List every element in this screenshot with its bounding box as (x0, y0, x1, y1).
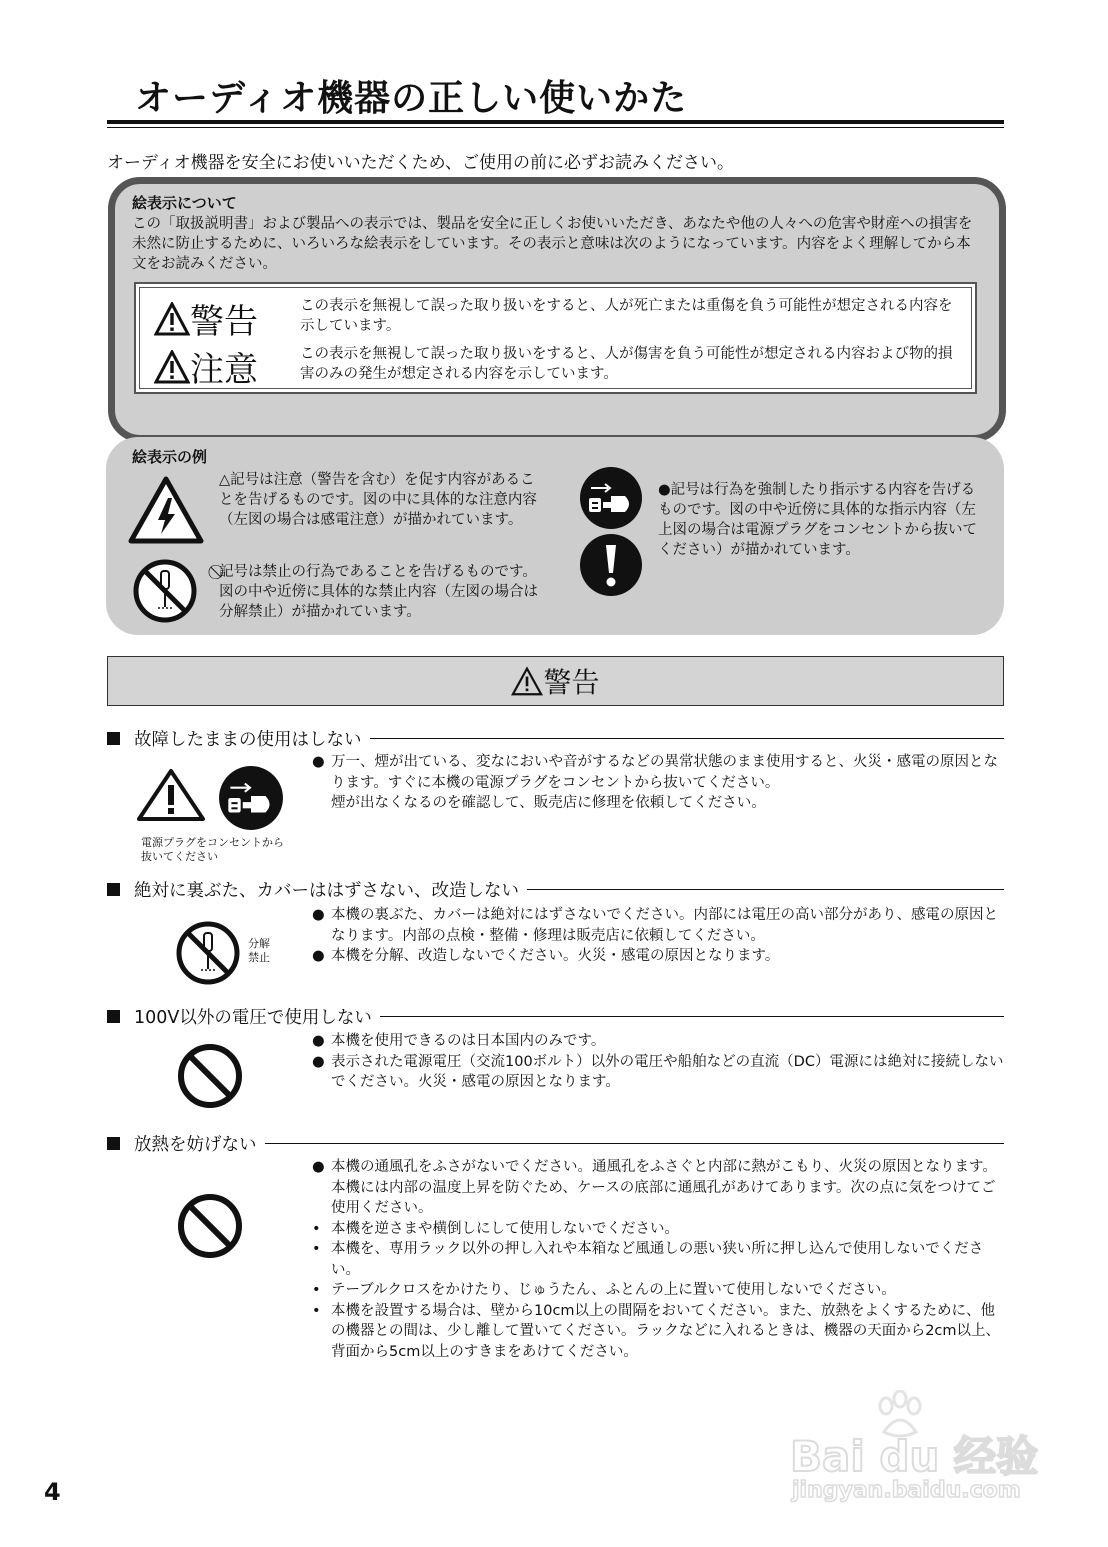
section-heading (107, 726, 1004, 751)
square-bullet-icon (107, 883, 120, 896)
heading-rule (370, 738, 1005, 739)
section-body (312, 905, 1004, 967)
disassembly-caption: 分解禁止 (248, 937, 270, 964)
section-heading (107, 1131, 1004, 1156)
warning-header-bar (107, 656, 1004, 706)
disassembly-prohibited-icon (175, 920, 241, 986)
prohibited-icon (176, 1042, 244, 1110)
examples-title: 絵表示の例 (132, 448, 208, 466)
paragraph: ● 表示された電源電圧（交流100ボルト）以外の電圧や船舶などの直流（DC）電源には絶対に接続しないでください。火災・感電の原因となります。 (312, 1053, 1004, 1090)
warning-triangle-icon (154, 302, 190, 336)
page-number: 4 (44, 1478, 61, 1506)
unplug-caption: 電源プラグをコンセントから抜いてください (141, 836, 284, 863)
prohibit-example-text: ⃠記号は禁止の行為であることを告げるものです。図の中や近傍に具体的な禁止内容（左図の場合は分解禁止）が描かれています。 (219, 564, 538, 620)
page-title: オーディオ機器の正しい使いかた (135, 78, 688, 119)
triangle-example-text: △記号は注意（警告を含む）を促す内容があることを告げるものです。図の中に具体的な注意内容（左図の場合は感電注意）が描かれています。 (219, 472, 537, 528)
section-heading (107, 877, 1004, 902)
baidu-watermark (790, 1390, 1040, 1510)
square-bullet-icon (107, 1010, 120, 1023)
disassembly-prohibited-icon (132, 558, 198, 624)
paragraph: ● 本機を使用できるのは日本国内のみです。 (312, 1033, 606, 1049)
caution-triangle-icon (136, 768, 206, 822)
section-body (312, 1157, 1004, 1362)
unplug-icon (579, 466, 643, 530)
watermark-url: jingyan.baidu.com (792, 1478, 1021, 1503)
signal-warning-word: 警告 (190, 302, 258, 342)
electric-shock-icon (128, 476, 204, 544)
paragraph: ● 本機を分解、改造しないでください。火災・感電の原因となります。 (312, 948, 780, 964)
section-heading-text: 100V以外の電圧で使用しない (134, 1008, 372, 1028)
paragraph: 本機には内部の温度上昇を防ぐため、ケースの底部に通風孔があけてあります。次の点に気をつけてご使用ください。 (331, 1179, 996, 1216)
caution-triangle-icon (154, 350, 190, 384)
square-bullet-icon (107, 732, 120, 745)
mandatory-instruction-icon (579, 533, 643, 597)
paragraph: 煙が出なくなるのを確認して、販売店に修理を依頼してください。 (331, 795, 766, 811)
section-body (312, 752, 1004, 814)
mandatory-example-text: ●記号は行為を強制したり指示する内容を告げるものです。図の中や近傍に具体的な指示内容（左上図の場合は電源プラグをコンセントから抜いてください）が描かれています。 (658, 482, 977, 558)
section-heading (107, 1004, 1004, 1029)
title-rule (107, 120, 1004, 124)
section-heading-text: 故障したままの使用はしない (134, 730, 362, 750)
heading-rule (380, 1016, 1004, 1017)
section-heading-text: 放熱を妨げない (134, 1135, 257, 1155)
paragraph: • 本機を設置する場合は、壁から10cm以上の間隔をおいてください。また、放熱をよくするために、他の機器との間は、少し離して置いてください。ラックなどに入れるときは、機器の天面から2cm以上、背面から5cm以上のすきまをあけてください。 (312, 1302, 1001, 1360)
signal-caution-description: この表示を無視して誤った取り扱いをすると、人が傷害を負う可能性が想定される内容および物的損害のみの発生が想定される内容を示しています。 (300, 346, 953, 382)
paragraph: • 本機を、専用ラック以外の押し入れや本箱など風通しの悪い狭い所に押し込んで使用しないでください。 (312, 1241, 984, 1278)
paragraph: ● 本機の裏ぶた、カバーは絶対にはずさないでください。内部には電圧の高い部分があり、感電の原因となります。内部の点検・整備・修理は販売店に依頼してください。 (312, 907, 998, 944)
signal-warning-description: この表示を無視して誤った取り扱いをすると、人が死亡または重傷を負う可能性が想定される内容を示しています。 (300, 298, 953, 334)
paragraph: • 本機を逆さまや横倒しにして使用しないでください。 (312, 1220, 679, 1237)
unplug-icon (218, 765, 284, 831)
warning-header-text: 警告 (543, 666, 600, 699)
signal-caution (154, 342, 258, 391)
page-subtitle: オーディオ機器を安全にお使いいただくため、ご使用の前に必ずお読みください。 (107, 153, 734, 173)
prohibited-icon (176, 1192, 244, 1260)
section-body (312, 1031, 1004, 1093)
signal-word-table (134, 282, 977, 394)
heading-rule (265, 1143, 1005, 1144)
paragraph: ● 万一、煙が出ている、変なにおいや音がするなどの異常状態のまま使用すると、火災・感電の原因となります。すぐに本機の電源プラグをコンセントから抜いてください。 (312, 754, 998, 791)
section-heading-text: 絶対に裏ぶた、カバーははずさない、改造しない (134, 881, 519, 901)
signal-caution-word: 注意 (190, 350, 258, 390)
title-rule-thin (107, 127, 1004, 128)
signal-warning (154, 294, 258, 343)
watermark-brand: Bai du 经验 (790, 1432, 1038, 1481)
legend-title: 絵表示について (132, 194, 237, 212)
square-bullet-icon (107, 1137, 120, 1150)
paragraph: ● 本機の通風孔をふさがないでください。通風孔をふさぐと内部に熱がこもり、火災の原因となります。 (312, 1159, 997, 1175)
paragraph: • テーブルクロスをかけたり、じゅうたん、ふとんの上に置いて使用しないでください。 (312, 1282, 896, 1298)
heading-rule (527, 889, 1004, 890)
warning-triangle-icon (511, 666, 543, 696)
legend-body: この「取扱説明書」および製品への表示では、製品を安全に正しくお使いいただき、あなたや他の人々への危害や財産への損害を未然に防止するために、いろいろな絵表示をしています。その表示と意味は次のようになっています。内容をよく理解してから本文をお読みください。 (132, 216, 973, 272)
